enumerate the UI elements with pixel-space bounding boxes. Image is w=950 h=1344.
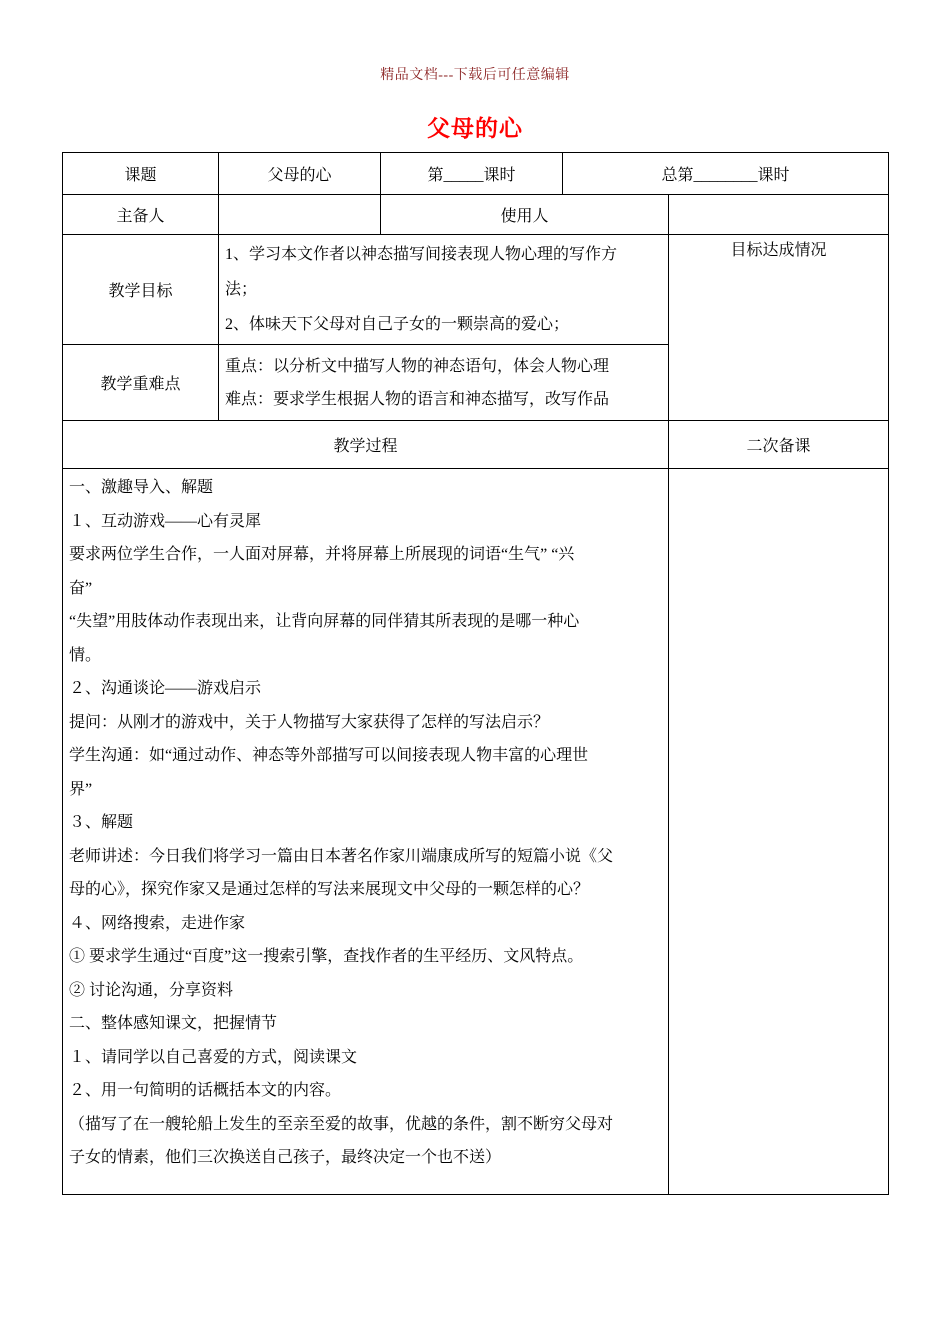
text-line: （描写了在一艘轮船上发生的至亲至爱的故事，优越的条件，割不断穷父母对 <box>69 1115 614 1133</box>
text-line: ４、网络搜索，走进作家 <box>69 914 246 932</box>
preparer-value-cell <box>219 195 381 235</box>
text-line: 界” <box>69 780 93 798</box>
text-line: 奋” <box>69 579 93 597</box>
text-line: 2、体味天下父母对自己子女的一颗崇高的爱心； <box>225 316 570 333</box>
text-line: 一、激趣导入、解题 <box>69 479 214 496</box>
people-row <box>63 195 889 235</box>
topic-label-cell: 课题 <box>63 153 219 195</box>
goals-content-cell <box>219 235 669 345</box>
text-line: １、互动游戏——心有灵犀 <box>69 512 262 530</box>
text-line: 法； <box>225 281 258 298</box>
secondary-prep-label-cell: 二次备课 <box>669 421 889 469</box>
period-cell: 第_____课时 <box>381 153 563 195</box>
goals-row <box>63 235 889 345</box>
lesson-plan-table <box>62 152 889 1195</box>
text-line: １、请同学以自己喜爱的方式，阅读课文 <box>69 1048 358 1066</box>
goals-label-cell: 教学目标 <box>63 235 219 345</box>
total-period-cell: 总第________课时 <box>563 153 889 195</box>
text-line: 1、学习本文作者以神态描写间接表现人物心理的写作方 <box>225 246 618 263</box>
user-label-cell: 使用人 <box>381 195 669 235</box>
process-label-cell: 教学过程 <box>63 421 669 469</box>
text-line: 母的心》，探究作家又是通过怎样的写法来展现文中父母的一颗怎样的心？ <box>69 881 590 898</box>
preparer-label-cell: 主备人 <box>63 195 219 235</box>
keypoints-content-cell <box>219 345 669 421</box>
text-line: 重点：以分析文中描写人物的神态语句，体会人物心理 <box>225 357 610 375</box>
content-row <box>63 469 889 1195</box>
text-line: ３、解题 <box>69 814 134 831</box>
text-line: 子女的情素，他们三次换送自己孩子，最终决定一个也不送） <box>69 1149 502 1166</box>
process-header-row <box>63 421 889 469</box>
text-line: ② 讨论沟通，分享资料 <box>69 981 234 999</box>
text-line: ① 要求学生通过“百度”这一搜索引擎，查找作者的生平经历、文风特点。 <box>69 948 584 965</box>
text-line: 提问：从刚才的游戏中，关于人物描写大家获得了怎样的写法启示？ <box>69 713 550 731</box>
text-line: “失望”用肢体动作表现出来，让背向屏幕的同伴猜其所表现的是哪一种心 <box>69 613 580 630</box>
goal-status-cell: 目标达成情况 <box>669 235 889 421</box>
secondary-prep-notes-cell <box>669 469 889 1195</box>
text-line: 难点：要求学生根据人物的语言和神态描写，改写作品 <box>225 390 610 408</box>
text-line: 二、整体感知课文，把握情节 <box>69 1015 278 1032</box>
text-line: 要求两位学生合作，一人面对屏幕，并将屏幕上所展现的词语“生气” “兴 <box>69 546 575 563</box>
page-title: 父母的心 <box>427 116 523 141</box>
text-line: 情。 <box>69 646 102 664</box>
watermark-text: 精品文档---下载后可任意编辑 <box>380 68 570 83</box>
topic-value-cell: 父母的心 <box>219 153 381 195</box>
text-line: 学生沟通：如“通过动作、神态等外部描写可以间接表现人物丰富的心理世 <box>69 747 589 764</box>
user-value-cell <box>669 195 889 235</box>
text-line: 老师讲述：今日我们将学习一篇由日本著名作家川端康成所写的短篇小说《父 <box>69 847 614 865</box>
header-row <box>63 153 889 195</box>
text-line: ２、用一句简明的话概括本文的内容。 <box>69 1082 342 1099</box>
text-line: ２、沟通谈论——游戏启示 <box>69 680 262 697</box>
lesson-content-cell <box>63 469 669 1195</box>
keypoints-label-cell: 教学重难点 <box>63 345 219 421</box>
